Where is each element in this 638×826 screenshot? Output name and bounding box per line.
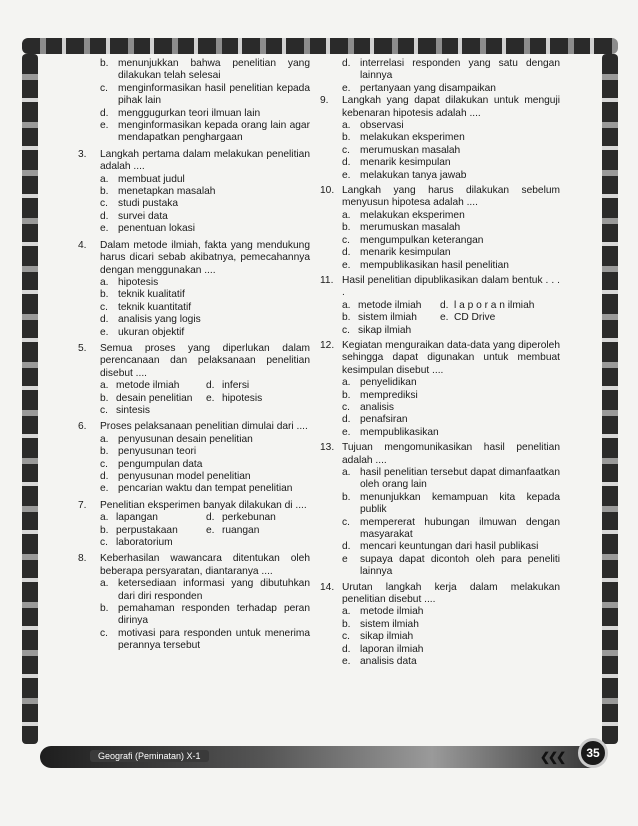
option: e. pencarian waktu dan tempat penelitian [100,483,293,495]
option-text: menggugurkan teori ilmuan lain [118,107,261,119]
option-row: b. perpustakaan e. ruangan [100,524,260,536]
question-7 [52,500,310,512]
question-number: 4. [78,239,87,251]
question-number: 3. [78,148,87,160]
option: c. mengumpulkan keterangan [342,234,484,246]
question-11 [320,275,560,300]
left-column [52,58,310,653]
question-number: 5. [78,342,87,354]
option: d. laporan ilmiah [342,643,424,655]
option-row: a. metode ilmiah d. infersi [100,380,250,392]
option: b. merumuskan masalah [342,222,461,234]
option: a. metode ilmiah [342,606,424,618]
option-letter: d. [100,107,109,119]
question-text: Langkah pertama dalam melakukan penelitian adalah .... [100,148,310,173]
option: e. melakukan tanya jawab [342,169,467,181]
question-number: 7. [78,499,87,511]
option-row: a. metode ilmiah d. l a p o r a n ilmiah [342,299,535,311]
option-text: pertanyaan yang disampaikan [360,82,496,94]
question-13 [320,442,560,467]
option: d. menarik kesimpulan [342,247,451,259]
question-8 [52,553,310,578]
option-letter: d. [342,58,351,69]
option: b. memprediksi [342,389,418,401]
option: c. merumuskan masalah [342,144,461,156]
option: b. sistem ilmiah [342,618,419,630]
option: c. teknik kuantitatif [100,301,192,313]
option: a. penyusunan desain penelitian [100,433,253,445]
option: b. pemahaman responden terhadap peran dirinya [100,603,310,627]
book-title: Geografi (Peminatan) X-1 [90,750,209,762]
option: a. melakukan eksperimen [342,209,465,221]
page-border-right [602,54,618,744]
option: b. penyusunan teori [100,446,197,458]
question-number: 9. [320,95,329,107]
option-text: menginformasikan kepada orang lain agar mendapatkan penghargaan [118,120,310,144]
option: b. teknik kualitatif [100,289,185,301]
option: e. mempublikasikan [342,426,439,438]
option: c. motivasi para responden untuk menerima perannya tersebut [100,627,310,652]
option: a. membuat judul [100,173,185,185]
option: d. analisis yang logis [100,314,201,326]
option: c. studi pustaka [100,198,179,210]
question-text: Hasil penelitian dipublikasikan dalam bentuk . . . . [342,274,560,299]
question-text: Langkah yang dapat dilakukan untuk menguji kebenaran hipotesis adalah .... [342,95,560,119]
option: e. analisis data [342,656,417,668]
option: e supaya dapat dicontoh oleh para peneliti lainnya [342,553,560,578]
option: a. ketersediaan informasi yang dibutuhkan dari diri responden [100,578,310,602]
option-row: a. lapangan d. perkebunan [100,512,276,524]
option: d. mencari keuntungan dari hasil publikasi [342,541,539,553]
question-8-continuation [320,58,560,95]
question-text: Tujuan mengomunikasikan hasil penelitian adalah .... [342,442,560,466]
option: a. penyelidikan [342,377,417,389]
option: e. mempublikasikan hasil penelitian [342,259,509,271]
question-3 [52,149,310,174]
question-text: Semua proses yang diperlukan dalam perencanaan dan pelaksanaan penelitian disebut .... [100,342,310,379]
question-14 [320,582,560,607]
option: d. penyusunan model penelitian [100,471,251,482]
question-number: 13. [320,442,335,454]
option: e. penentuan lokasi [100,223,196,235]
option: c. pengumpulan data [100,458,203,470]
option-letter: c. [100,82,108,94]
question-text: Keberhasilan wawancara ditentukan oleh beberapa persyaratan, diantaranya .... [100,553,310,577]
option: a. hipotesis [100,276,159,288]
option: c. sikap ilmiah [342,631,414,643]
option: e. ukuran objektif [100,326,185,338]
question-text: Penelitian eksperimen banyak dilakukan di .... [100,499,307,511]
option-row: c. sintesis [100,404,150,416]
option-letter: e. [342,82,351,94]
right-column [320,58,560,669]
option-letter: e. [100,120,109,132]
option: a. hasil penelitian tersebut dapat dimanfaatkan oleh orang lain [342,467,560,491]
question-text: Urutan langkah kerja dalam melakukan penelitian disebut .... [342,581,560,606]
option-text: interrelasi responden yang satu dengan lainnya [360,58,560,82]
question-number: 6. [78,421,87,433]
option: b. menetapkan masalah [100,186,216,198]
option-letter: b. [100,58,109,69]
question-text: Langkah yang harus dilakukan sebelum menyusun hipotesa adalah .... [342,185,560,209]
page-border-left [22,54,38,744]
option-row: b. desain penelitian e. hipotesis [100,392,263,404]
option-text: menginformasikan hasil penelitian kepada pihak lain [118,82,310,107]
question-10 [320,185,560,210]
question-2-continuation [52,58,310,145]
page-number-badge: 35 [578,738,608,768]
option: b. melakukan eksperimen [342,132,465,144]
option: b. menunjukkan kemampuan kita kepada publik [342,491,560,516]
question-number: 10. [320,185,335,197]
option-row: c. laboratorium [100,537,173,549]
question-text: Proses pelaksanaan penelitian dimulai dari .... [100,421,308,433]
option-text: menunjukkan bahwa penelitian yang dilakukan telah selesai [118,58,310,82]
question-4 [52,240,310,277]
option-row: c. sikap ilmiah [342,324,412,336]
question-number: 8. [78,553,87,565]
option-row: b. sistem ilmiah e. CD Drive [342,312,496,324]
question-text: Kegiatan menguraikan data-data yang diperoleh sehingga dapat digunakan untuk membuat kesimpulan disebut .... [342,339,560,376]
question-number: 14. [320,581,335,593]
option: d. penafsiran [342,414,408,426]
page-border-top [22,38,618,54]
question-number: 11. [320,274,334,286]
option: c. mempererat hubungan ilmuwan dengan masyarakat [342,516,560,541]
question-6 [52,421,310,433]
option: d. survei data [100,210,168,222]
question-5 [52,343,310,380]
question-9 [320,95,560,120]
question-text: Dalam metode ilmiah, fakta yang mendukung harus dicari sebab akibatnya, pemecahannya dengan menggunakan .... [100,239,310,276]
worksheet-content [52,58,600,738]
option: c. analisis [342,401,394,413]
chevron-left-icon: ❮❮❮ [540,750,565,764]
question-12 [320,340,560,377]
option: d. menarik kesimpulan [342,157,451,169]
option: a. observasi [342,120,404,132]
question-number: 12. [320,339,335,351]
